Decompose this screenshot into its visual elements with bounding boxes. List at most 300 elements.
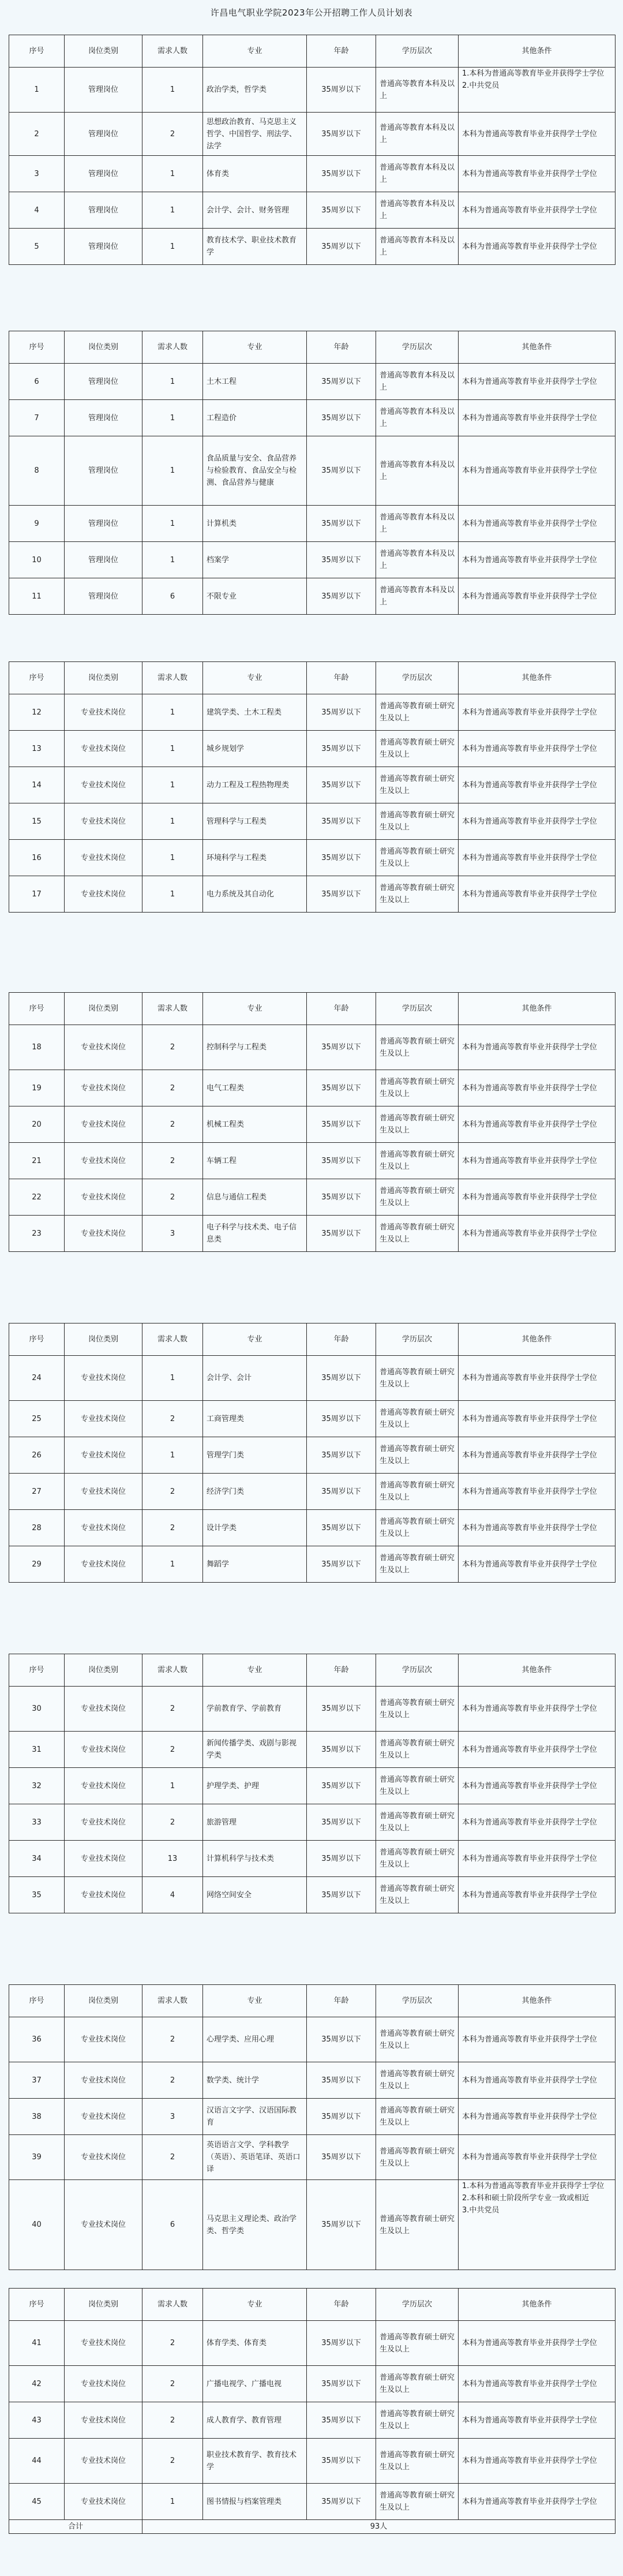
col-other-header: 其他条件 [458, 993, 615, 1025]
col-category-cell: 专业技术岗位 [64, 1106, 142, 1142]
col-education-cell: 普通高等教育本科及以上 [376, 400, 458, 436]
col-category-header: 岗位类别 [64, 331, 142, 363]
col-education-header: 学历层次 [376, 2289, 458, 2320]
page-title: 许昌电气职业学院2023年公开招聘工作人员计划表 [210, 8, 413, 18]
table-header-row [9, 1985, 615, 2017]
col-other-cell: 本科为普通高等教育毕业并获得学士学位 [458, 1401, 615, 1437]
col-age-cell: 35周岁以下 [306, 1768, 376, 1804]
col-seq-cell: 37 [32, 2076, 42, 2085]
col-category-cell: 专业技术岗位 [64, 2180, 142, 2270]
col-count-cell: 2 [142, 1143, 202, 1179]
table-row [9, 2017, 615, 2062]
table-row [9, 876, 615, 912]
table-row [9, 2098, 615, 2134]
col-seq-header: 序号 [29, 1997, 44, 2005]
col-seq-header: 序号 [29, 674, 44, 682]
col-other-cell: 本科为普通高等教育毕业并获得学士学位 [458, 2099, 615, 2134]
col-count-cell: 2 [142, 1474, 202, 1509]
col-education-header: 学历层次 [376, 331, 458, 363]
col-age-cell: 35周岁以下 [306, 1070, 376, 1106]
col-other-cell: 本科为普通高等教育毕业并获得学士学位 [458, 1070, 615, 1106]
col-seq-cell: 15 [32, 817, 42, 826]
col-other-cell: 本科为普通高等教育毕业并获得学士学位 [458, 2439, 615, 2483]
col-education-cell: 普通高等教育硕士研究生及以上 [376, 1768, 458, 1804]
col-seq-cell: 26 [32, 1450, 42, 1460]
col-count-cell: 2 [142, 1687, 202, 1731]
table-section-8 [9, 2288, 616, 2534]
col-count-header: 需求人数 [142, 2289, 202, 2320]
table-section-7 [9, 1984, 616, 2270]
col-count-cell: 1 [142, 876, 202, 912]
col-seq-cell: 36 [32, 2035, 42, 2044]
col-category-cell: 专业技术岗位 [64, 1143, 142, 1179]
col-other-cell: 本科为普通高等教育毕业并获得学士学位 [458, 1179, 615, 1215]
col-seq-cell: 23 [32, 1229, 42, 1238]
col-education-cell: 普通高等教育硕士研究生及以上 [376, 1143, 458, 1179]
col-other-header: 其他条件 [458, 1985, 615, 2017]
col-education-cell: 普通高等教育硕士研究生及以上 [376, 1179, 458, 1215]
col-count-header: 需求人数 [142, 993, 202, 1025]
table-row [9, 1142, 615, 1179]
col-age-cell: 35周岁以下 [306, 1106, 376, 1142]
col-age-cell: 35周岁以下 [306, 2017, 376, 2062]
table-header-row [9, 35, 615, 67]
col-count-cell: 1 [142, 400, 202, 436]
col-count-cell: 2 [142, 2062, 202, 2098]
col-age-header: 年龄 [306, 1654, 376, 1686]
col-seq-cell: 43 [32, 2416, 42, 2425]
col-seq-cell: 4 [34, 205, 39, 215]
col-age-cell: 35周岁以下 [306, 2135, 376, 2179]
col-other-cell: 本科为普通高等教育毕业并获得学士学位 [458, 1804, 615, 1840]
col-major-cell: 体育类 [202, 156, 306, 192]
col-category-cell: 管理岗位 [64, 192, 142, 228]
col-count-cell: 1 [142, 767, 202, 803]
col-education-cell: 普通高等教育本科及以上 [376, 578, 458, 614]
col-age-cell: 35周岁以下 [306, 840, 376, 876]
col-age-cell: 35周岁以下 [306, 364, 376, 399]
col-education-header: 学历层次 [376, 1985, 458, 2017]
col-education-cell: 普通高等教育本科及以上 [376, 436, 458, 505]
col-seq-cell: 38 [32, 2112, 42, 2121]
col-seq-cell: 10 [32, 555, 42, 564]
col-age-cell: 35周岁以下 [306, 506, 376, 541]
col-education-cell: 普通高等教育硕士研究生及以上 [376, 2180, 458, 2270]
col-count-cell: 1 [142, 1768, 202, 1804]
col-education-cell: 普通高等教育硕士研究生及以上 [376, 803, 458, 839]
col-seq-cell: 11 [32, 592, 42, 601]
col-major-cell: 档案学 [202, 542, 306, 578]
col-seq-cell: 44 [32, 2457, 42, 2465]
col-major-header: 专业 [202, 1323, 306, 1355]
col-other-cell: 本科为普通高等教育毕业并获得学士学位 [458, 1510, 615, 1546]
col-education-cell: 普通高等教育硕士研究生及以上 [376, 840, 458, 876]
col-category-header: 岗位类别 [64, 1985, 142, 2017]
col-age-header: 年龄 [306, 331, 376, 363]
col-education-cell: 普通高等教育硕士研究生及以上 [376, 2439, 458, 2483]
col-major-cell: 会计学、会计、财务管理 [202, 192, 306, 228]
col-education-cell: 普通高等教育硕士研究生及以上 [376, 2135, 458, 2179]
col-seq-header: 序号 [29, 343, 44, 352]
col-count-cell: 1 [142, 731, 202, 767]
col-count-cell: 3 [142, 2099, 202, 2134]
col-education-cell: 普通高等教育硕士研究生及以上 [376, 2062, 458, 2098]
total-label: 合计 [67, 2522, 83, 2531]
col-age-header: 年龄 [306, 1323, 376, 1355]
col-category-cell: 专业技术岗位 [64, 1687, 142, 1731]
col-other-cell: 本科为普通高等教育毕业并获得学士学位 [458, 578, 615, 614]
col-seq-cell: 25 [32, 1414, 42, 1423]
col-seq-cell: 32 [32, 1781, 42, 1790]
col-seq-cell: 40 [32, 2220, 42, 2229]
col-other-cell: 本科为普通高等教育毕业并获得学士学位 [458, 229, 615, 264]
col-count-cell: 1 [142, 364, 202, 399]
col-count-cell: 2 [142, 1106, 202, 1142]
col-education-header: 学历层次 [376, 1323, 458, 1355]
col-other-cell: 1.本科为普通高等教育毕业并获得学士学位 2.中共党员 [458, 68, 615, 112]
col-other-cell: 本科为普通高等教育毕业并获得学士学位 [458, 2017, 615, 2062]
col-seq-cell: 7 [34, 413, 39, 423]
col-major-cell: 设计学类 [202, 1510, 306, 1546]
col-education-cell: 普通高等教育硕士研究生及以上 [376, 1687, 458, 1731]
col-major-cell: 计算机类 [202, 506, 306, 541]
col-other-cell: 本科为普通高等教育毕业并获得学士学位 [458, 113, 615, 155]
col-education-cell: 普通高等教育本科及以上 [376, 192, 458, 228]
col-major-cell: 土木工程 [202, 364, 306, 399]
col-major-header: 专业 [202, 662, 306, 694]
col-seq-cell: 9 [34, 519, 39, 528]
col-education-cell: 普通高等教育硕士研究生及以上 [376, 2017, 458, 2062]
table-row [9, 803, 615, 839]
col-count-cell: 1 [142, 694, 202, 730]
col-education-cell: 普通高等教育本科及以上 [376, 113, 458, 155]
col-major-cell: 舞蹈学 [202, 1546, 306, 1582]
table-row [9, 2365, 615, 2402]
col-seq-cell: 5 [34, 242, 39, 251]
col-seq-cell: 39 [32, 2153, 42, 2162]
col-count-cell: 1 [142, 192, 202, 228]
col-major-cell: 数学类、统计学 [202, 2062, 306, 2098]
col-age-cell: 35周岁以下 [306, 767, 376, 803]
col-other-cell: 本科为普通高等教育毕业并获得学士学位 [458, 542, 615, 578]
col-category-cell: 专业技术岗位 [64, 1732, 142, 1767]
col-major-cell: 新闻传播学类、戏剧与影视学类 [202, 1732, 306, 1767]
table-row [9, 192, 615, 228]
col-other-cell: 本科为普通高等教育毕业并获得学士学位 [458, 2484, 615, 2519]
table-row [9, 1767, 615, 1804]
col-age-cell: 35周岁以下 [306, 1437, 376, 1473]
table-section-6 [9, 1654, 616, 1913]
col-seq-header: 序号 [29, 47, 44, 55]
col-category-cell: 专业技术岗位 [64, 2402, 142, 2438]
col-education-cell: 普通高等教育硕士研究生及以上 [376, 1546, 458, 1582]
col-major-cell: 电气工程类 [202, 1070, 306, 1106]
col-category-cell: 专业技术岗位 [64, 731, 142, 767]
table-row [9, 436, 615, 505]
table-row [9, 1025, 615, 1070]
col-seq-cell: 17 [32, 889, 42, 899]
col-category-cell: 专业技术岗位 [64, 1546, 142, 1582]
col-other-header: 其他条件 [458, 35, 615, 67]
col-category-cell: 专业技术岗位 [64, 1841, 142, 1876]
col-category-cell: 专业技术岗位 [64, 1179, 142, 1215]
table-row [9, 839, 615, 876]
table-row [9, 228, 615, 264]
col-education-cell: 普通高等教育硕士研究生及以上 [376, 767, 458, 803]
col-count-cell: 2 [142, 113, 202, 155]
col-other-cell: 本科为普通高等教育毕业并获得学士学位 [458, 1143, 615, 1179]
col-seq-cell: 12 [32, 708, 42, 717]
table-row [9, 1509, 615, 1546]
col-education-cell: 普通高等教育硕士研究生及以上 [376, 731, 458, 767]
col-age-header: 年龄 [306, 35, 376, 67]
col-education-cell: 普通高等教育硕士研究生及以上 [376, 2321, 458, 2365]
col-age-cell: 35周岁以下 [306, 1356, 376, 1400]
table-header-row [9, 331, 615, 363]
table-row [9, 1400, 615, 1437]
table-header-row [9, 1654, 615, 1686]
total-row [9, 2519, 615, 2533]
col-other-header: 其他条件 [458, 1654, 615, 1686]
col-other-cell: 本科为普通高等教育毕业并获得学士学位 [458, 2321, 615, 2365]
table-row [9, 1355, 615, 1400]
col-major-cell: 心理学类、应用心理 [202, 2017, 306, 2062]
table-row [9, 1437, 615, 1473]
col-count-cell: 1 [142, 68, 202, 112]
col-category-cell: 专业技术岗位 [64, 876, 142, 912]
col-count-header: 需求人数 [142, 662, 202, 694]
col-category-cell: 专业技术岗位 [64, 1474, 142, 1509]
col-count-cell: 1 [142, 1437, 202, 1473]
table-row [9, 1215, 615, 1251]
col-age-cell: 35周岁以下 [306, 803, 376, 839]
col-count-cell: 2 [142, 1732, 202, 1767]
col-other-cell: 本科为普通高等教育毕业并获得学士学位 [458, 1687, 615, 1731]
col-count-cell: 1 [142, 156, 202, 192]
col-major-cell: 成人教育学、教育管理 [202, 2402, 306, 2438]
table-row [9, 2062, 615, 2098]
col-major-cell: 旅游管理 [202, 1804, 306, 1840]
col-category-cell: 管理岗位 [64, 364, 142, 399]
col-major-cell: 工商管理类 [202, 1401, 306, 1437]
col-seq-cell: 33 [32, 1818, 42, 1827]
col-other-cell: 本科为普通高等教育毕业并获得学士学位 [458, 1025, 615, 1070]
col-age-cell: 35周岁以下 [306, 2484, 376, 2519]
col-age-cell: 35周岁以下 [306, 694, 376, 730]
col-education-cell: 普通高等教育硕士研究生及以上 [376, 1841, 458, 1876]
col-age-cell: 35周岁以下 [306, 542, 376, 578]
col-major-cell: 教育技术学、职业技术教育学 [202, 229, 306, 264]
col-major-cell: 经济学门类 [202, 1474, 306, 1509]
col-major-cell: 学前教育学、学前教育 [202, 1687, 306, 1731]
col-count-cell: 6 [142, 578, 202, 614]
col-age-cell: 35周岁以下 [306, 436, 376, 505]
col-age-cell: 35周岁以下 [306, 2366, 376, 2402]
col-other-cell: 本科为普通高等教育毕业并获得学士学位 [458, 2135, 615, 2179]
col-category-cell: 专业技术岗位 [64, 2366, 142, 2402]
col-other-cell: 本科为普通高等教育毕业并获得学士学位 [458, 2366, 615, 2402]
col-seq-cell: 13 [32, 744, 42, 753]
col-seq-cell: 14 [32, 780, 42, 790]
col-age-cell: 35周岁以下 [306, 113, 376, 155]
col-category-header: 岗位类别 [64, 993, 142, 1025]
col-count-header: 需求人数 [142, 1323, 202, 1355]
col-major-header: 专业 [202, 1654, 306, 1686]
col-major-header: 专业 [202, 1985, 306, 2017]
col-other-cell: 本科为普通高等教育毕业并获得学士学位 [458, 192, 615, 228]
col-category-header: 岗位类别 [64, 1323, 142, 1355]
col-other-cell: 本科为普通高等教育毕业并获得学士学位 [458, 1732, 615, 1767]
col-major-header: 专业 [202, 331, 306, 363]
col-major-cell: 汉语言文字学、汉语国际教育 [202, 2099, 306, 2134]
col-education-cell: 普通高等教育硕士研究生及以上 [376, 1070, 458, 1106]
col-count-cell: 2 [142, 2402, 202, 2438]
table-row [9, 694, 615, 730]
col-count-cell: 2 [142, 2439, 202, 2483]
table-header-row [9, 993, 615, 1025]
col-education-cell: 普通高等教育硕士研究生及以上 [376, 1356, 458, 1400]
table-row [9, 1876, 615, 1913]
col-count-header: 需求人数 [142, 1654, 202, 1686]
col-age-cell: 35周岁以下 [306, 229, 376, 264]
col-category-cell: 专业技术岗位 [64, 2321, 142, 2365]
col-count-cell: 13 [142, 1841, 202, 1876]
col-education-cell: 普通高等教育本科及以上 [376, 542, 458, 578]
col-seq-cell: 31 [32, 1745, 42, 1754]
col-education-cell: 普通高等教育硕士研究生及以上 [376, 1401, 458, 1437]
col-major-cell: 马克思主义理论类、政治学类、哲学类 [202, 2180, 306, 2270]
col-other-cell: 本科为普通高等教育毕业并获得学士学位 [458, 1437, 615, 1473]
col-category-cell: 专业技术岗位 [64, 2062, 142, 2098]
col-age-cell: 35周岁以下 [306, 1687, 376, 1731]
col-count-cell: 1 [142, 1356, 202, 1400]
col-other-cell: 本科为普通高等教育毕业并获得学士学位 [458, 1474, 615, 1509]
table-row [9, 2402, 615, 2438]
col-seq-cell: 20 [32, 1120, 42, 1129]
table-row [9, 2134, 615, 2179]
table-row [9, 2483, 615, 2519]
table-row [9, 1546, 615, 1582]
col-education-cell: 普通高等教育本科及以上 [376, 156, 458, 192]
col-education-header: 学历层次 [376, 993, 458, 1025]
col-other-cell: 本科为普通高等教育毕业并获得学士学位 [458, 1768, 615, 1804]
col-education-cell: 普通高等教育硕士研究生及以上 [376, 2366, 458, 2402]
col-category-header: 岗位类别 [64, 1654, 142, 1686]
col-age-cell: 35周岁以下 [306, 1474, 376, 1509]
col-seq-cell: 34 [32, 1854, 42, 1863]
table-row [9, 1179, 615, 1215]
col-count-header: 需求人数 [142, 35, 202, 67]
col-seq-cell: 3 [34, 169, 39, 178]
col-age-header: 年龄 [306, 2289, 376, 2320]
col-other-header: 其他条件 [458, 662, 615, 694]
col-major-header: 专业 [202, 2289, 306, 2320]
col-other-cell: 本科为普通高等教育毕业并获得学士学位 [458, 1841, 615, 1876]
col-seq-cell: 27 [32, 1487, 42, 1496]
table-header-row [9, 662, 615, 694]
col-major-cell: 会计学、会计 [202, 1356, 306, 1400]
col-seq-cell: 21 [32, 1156, 42, 1165]
col-count-cell: 2 [142, 1070, 202, 1106]
col-age-cell: 35周岁以下 [306, 1179, 376, 1215]
col-major-cell: 电子科学与技术类、电子信息类 [202, 1216, 306, 1251]
col-major-cell: 动力工程及工程热物理类 [202, 767, 306, 803]
col-count-cell: 2 [142, 1510, 202, 1546]
col-major-cell: 车辆工程 [202, 1143, 306, 1179]
col-age-cell: 35周岁以下 [306, 1216, 376, 1251]
col-count-cell: 2 [142, 2366, 202, 2402]
col-education-cell: 普通高等教育硕士研究生及以上 [376, 1510, 458, 1546]
table-row [9, 1106, 615, 1142]
col-other-cell: 本科为普通高等教育毕业并获得学士学位 [458, 436, 615, 505]
col-major-cell: 广播电视学、广播电视 [202, 2366, 306, 2402]
col-major-cell: 控制科学与工程类 [202, 1025, 306, 1070]
col-count-header: 需求人数 [142, 331, 202, 363]
col-age-cell: 35周岁以下 [306, 1732, 376, 1767]
col-education-cell: 普通高等教育硕士研究生及以上 [376, 1025, 458, 1070]
col-age-cell: 35周岁以下 [306, 1804, 376, 1840]
table-row [9, 2320, 615, 2365]
col-seq-cell: 16 [32, 853, 42, 862]
col-seq-cell: 35 [32, 1890, 42, 1900]
col-other-cell: 1.本科为普通高等教育毕业并获得学士学位 2.本科和硕士阶段所学专业一致或相近 3.中共党员 [458, 2180, 615, 2270]
col-age-header: 年龄 [306, 1985, 376, 2017]
col-category-cell: 专业技术岗位 [64, 2439, 142, 2483]
col-education-cell: 普通高等教育硕士研究生及以上 [376, 1877, 458, 1913]
col-seq-cell: 19 [32, 1083, 42, 1093]
col-seq-cell: 22 [32, 1192, 42, 1202]
col-education-cell: 普通高等教育硕士研究生及以上 [376, 1804, 458, 1840]
col-category-cell: 专业技术岗位 [64, 2099, 142, 2134]
col-count-cell: 6 [142, 2180, 202, 2270]
col-age-cell: 35周岁以下 [306, 731, 376, 767]
col-age-cell: 35周岁以下 [306, 578, 376, 614]
col-age-cell: 35周岁以下 [306, 2099, 376, 2134]
col-category-cell: 专业技术岗位 [64, 1804, 142, 1840]
col-category-cell: 管理岗位 [64, 436, 142, 505]
table-row [9, 730, 615, 767]
col-other-cell: 本科为普通高等教育毕业并获得学士学位 [458, 1546, 615, 1582]
col-category-cell: 专业技术岗位 [64, 1768, 142, 1804]
table-section-3 [9, 661, 616, 913]
col-major-cell: 网络空间安全 [202, 1877, 306, 1913]
col-count-cell: 2 [142, 1025, 202, 1070]
col-seq-header: 序号 [29, 2300, 44, 2309]
col-age-header: 年龄 [306, 662, 376, 694]
col-major-cell: 体育学类、体育类 [202, 2321, 306, 2365]
col-seq-cell: 18 [32, 1043, 42, 1052]
col-major-cell: 管理学门类 [202, 1437, 306, 1473]
col-other-cell: 本科为普通高等教育毕业并获得学士学位 [458, 694, 615, 730]
col-category-cell: 专业技术岗位 [64, 1025, 142, 1070]
col-age-cell: 35周岁以下 [306, 2321, 376, 2365]
col-seq-cell: 24 [32, 1374, 42, 1382]
col-category-cell: 管理岗位 [64, 542, 142, 578]
table-row [9, 767, 615, 803]
col-count-cell: 1 [142, 229, 202, 264]
table-row [9, 363, 615, 399]
table-row [9, 1731, 615, 1767]
col-other-cell: 本科为普通高等教育毕业并获得学士学位 [458, 803, 615, 839]
table-section-2 [9, 331, 616, 615]
col-category-cell: 专业技术岗位 [64, 1510, 142, 1546]
table-header-row [9, 1323, 615, 1355]
col-other-cell: 本科为普通高等教育毕业并获得学士学位 [458, 364, 615, 399]
col-category-cell: 专业技术岗位 [64, 1070, 142, 1106]
col-major-cell: 英语语言文学、学科教学（英语）、英语笔译、英语口译 [202, 2135, 306, 2179]
col-other-cell: 本科为普通高等教育毕业并获得学士学位 [458, 840, 615, 876]
col-major-cell: 思想政治教育、马克思主义哲学、中国哲学、刑法学、法学 [202, 113, 306, 155]
